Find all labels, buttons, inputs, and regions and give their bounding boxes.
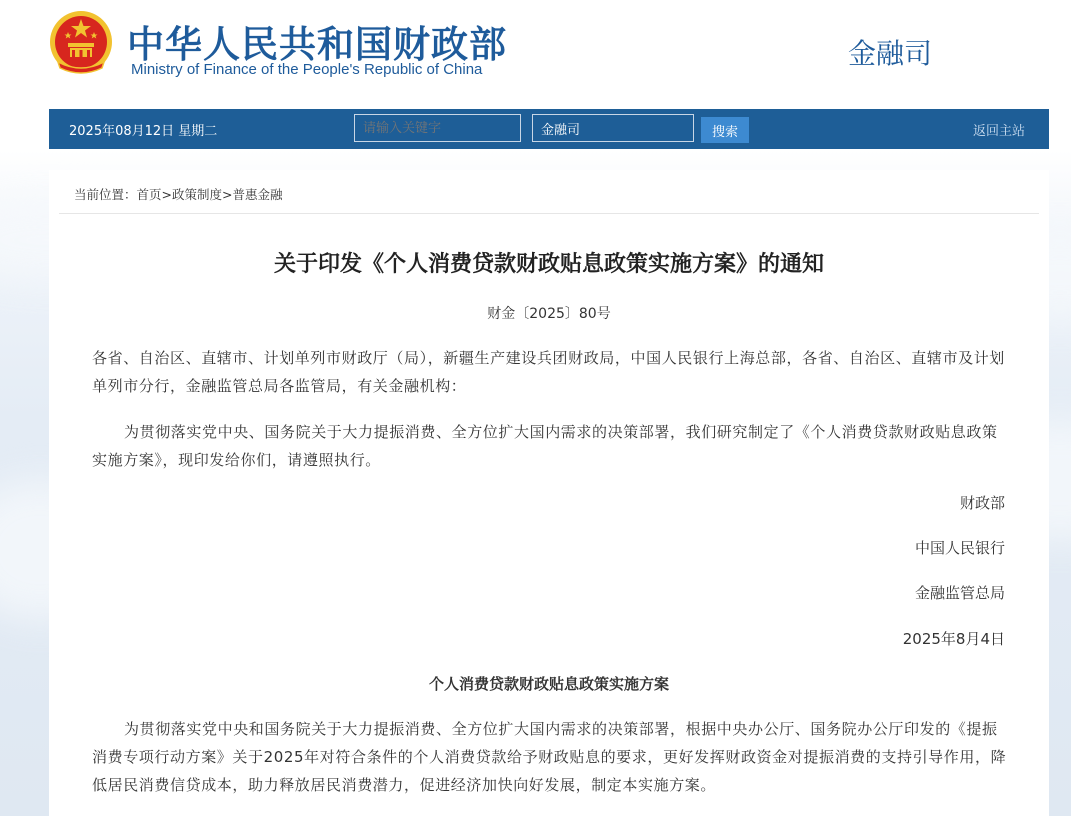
- national-emblem-icon[interactable]: [48, 10, 114, 78]
- plan-intro-paragraph: 为贯彻落实党中央和国务院关于大力提振消费、全方位扩大国内需求的决策部署，根据中央办公厅、国务院办公厅印发的《提振消费专项行动方案》关于2025年对符合条件的个人消费贷款给予财政贴息的要求，更好发挥财政资金对提振消费的支持引导作用，降低居民消费信贷成本，助力释放居民消费潜力，促进经济加快向好发展，制定本实施方案。: [92, 720, 1007, 794]
- search-scope-field[interactable]: [532, 114, 694, 142]
- breadcrumb: [74, 185, 283, 203]
- site-header: [0, 0, 1071, 108]
- article-title: 关于印发《个人消费贷款财政贴息政策实施方案》的通知: [273, 252, 824, 277]
- search-button[interactable]: 搜索: [701, 117, 749, 143]
- document-number: 财金〔2025〕80号: [487, 306, 611, 322]
- issue-date: 2025年8月4日: [902, 630, 1005, 648]
- breadcrumb-divider: [59, 213, 1039, 214]
- breadcrumb-separator: >: [222, 187, 233, 202]
- article-panel: [49, 170, 1049, 816]
- current-date: 2025年08月12日 星期二: [69, 124, 218, 139]
- breadcrumb-inclusive-finance[interactable]: 普惠金融: [232, 187, 283, 202]
- keyword-search-input[interactable]: [354, 114, 521, 142]
- breadcrumb-policy[interactable]: 政策制度: [172, 187, 223, 202]
- site-title-cn[interactable]: 中华人民共和国财政部: [127, 23, 507, 66]
- signature-nfra: 金融监管总局: [914, 584, 1005, 602]
- breadcrumb-home[interactable]: 首页: [136, 187, 162, 202]
- notice-body-paragraph: 为贯彻落实党中央、国务院关于大力提振消费、全方位扩大国内需求的决策部署，我们研究制定了《个人消费贷款财政贴息政策实施方案》，现印发给你们，请遵照执行。: [92, 423, 998, 469]
- attachment-title: 个人消费贷款财政贴息政策实施方案: [428, 675, 669, 693]
- signature-pboc: 中国人民银行: [914, 539, 1005, 557]
- return-main-site-link[interactable]: 返回主站: [973, 124, 1026, 139]
- top-nav-bar: [49, 109, 1049, 149]
- signature-mof: 财政部: [959, 494, 1005, 512]
- breadcrumb-separator: >: [161, 187, 173, 202]
- site-title-en[interactable]: Ministry of Finance of the People's Republic of China: [131, 61, 483, 78]
- department-name: 金融司: [848, 37, 933, 70]
- addressees-paragraph: 各省、自治区、直辖市、计划单列市财政厅（局），新疆生产建设兵团财政局，中国人民银行上海总部，各省、自治区、直辖市及计划单列市分行，金融监管总局各监管局，有关金融机构：: [92, 349, 1005, 395]
- breadcrumb-prefix: 当前位置：: [74, 187, 137, 202]
